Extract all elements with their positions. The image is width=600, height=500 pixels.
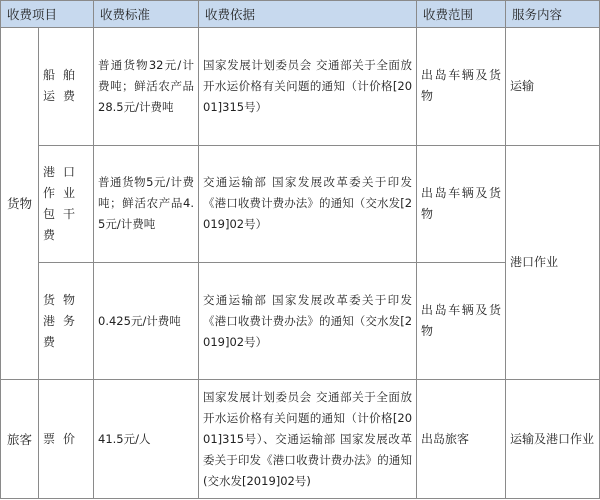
basis-cell: 国家发展计划委员会 交通部关于全面放开水运价格有关问题的通知（计价格[2001]315号）、交通运输部 国家发展改革委关于印发《港口收费计费办法》的通知(交水发[2019]02号) <box>199 380 417 499</box>
scope-cell: 出岛旅客 <box>417 380 506 499</box>
table-row <box>1 28 600 145</box>
table-row <box>1 380 600 499</box>
sub-item: 船舶运费 <box>39 28 94 145</box>
sub-item: 港口作业包干费 <box>39 145 94 262</box>
standard-cell: 普通货物5元/计费吨；鲜活农产品4.5元/计费吨 <box>94 145 199 262</box>
scope-cell: 出岛车辆及货物 <box>417 262 506 379</box>
header-basis: 收费依据 <box>199 1 417 28</box>
header-service: 服务内容 <box>506 1 600 28</box>
category-passenger: 旅客 <box>1 380 39 499</box>
standard-cell: 0.425元/计费吨 <box>94 262 199 379</box>
basis-cell: 交通运输部 国家发展改革委关于印发《港口收费计费办法》的通知（交水发[2019]02号） <box>199 145 417 262</box>
service-cell: 运输及港口作业 <box>506 380 600 499</box>
header-scope: 收费范围 <box>417 1 506 28</box>
header-item: 收费项目 <box>1 1 94 28</box>
service-cell: 港口作业 <box>506 145 600 380</box>
table-row <box>1 145 600 262</box>
scope-cell: 出岛车辆及货物 <box>417 28 506 145</box>
basis-cell: 交通运输部 国家发展改革委关于印发《港口收费计费办法》的通知（交水发[2019]02号） <box>199 262 417 379</box>
category-cargo: 货物 <box>1 28 39 380</box>
sub-item: 货物港务费 <box>39 262 94 379</box>
basis-cell: 国家发展计划委员会 交通部关于全面放开水运价格有关问题的通知（计价格[2001]315号） <box>199 28 417 145</box>
service-cell: 运输 <box>506 28 600 145</box>
header-row <box>1 1 600 28</box>
sub-item: 票价 <box>39 380 94 499</box>
scope-cell: 出岛车辆及货物 <box>417 145 506 262</box>
standard-cell: 普通货物32元/计费吨；鲜活农产品28.5元/计费吨 <box>94 28 199 145</box>
header-standard: 收费标准 <box>94 1 199 28</box>
standard-cell: 41.5元/人 <box>94 380 199 499</box>
